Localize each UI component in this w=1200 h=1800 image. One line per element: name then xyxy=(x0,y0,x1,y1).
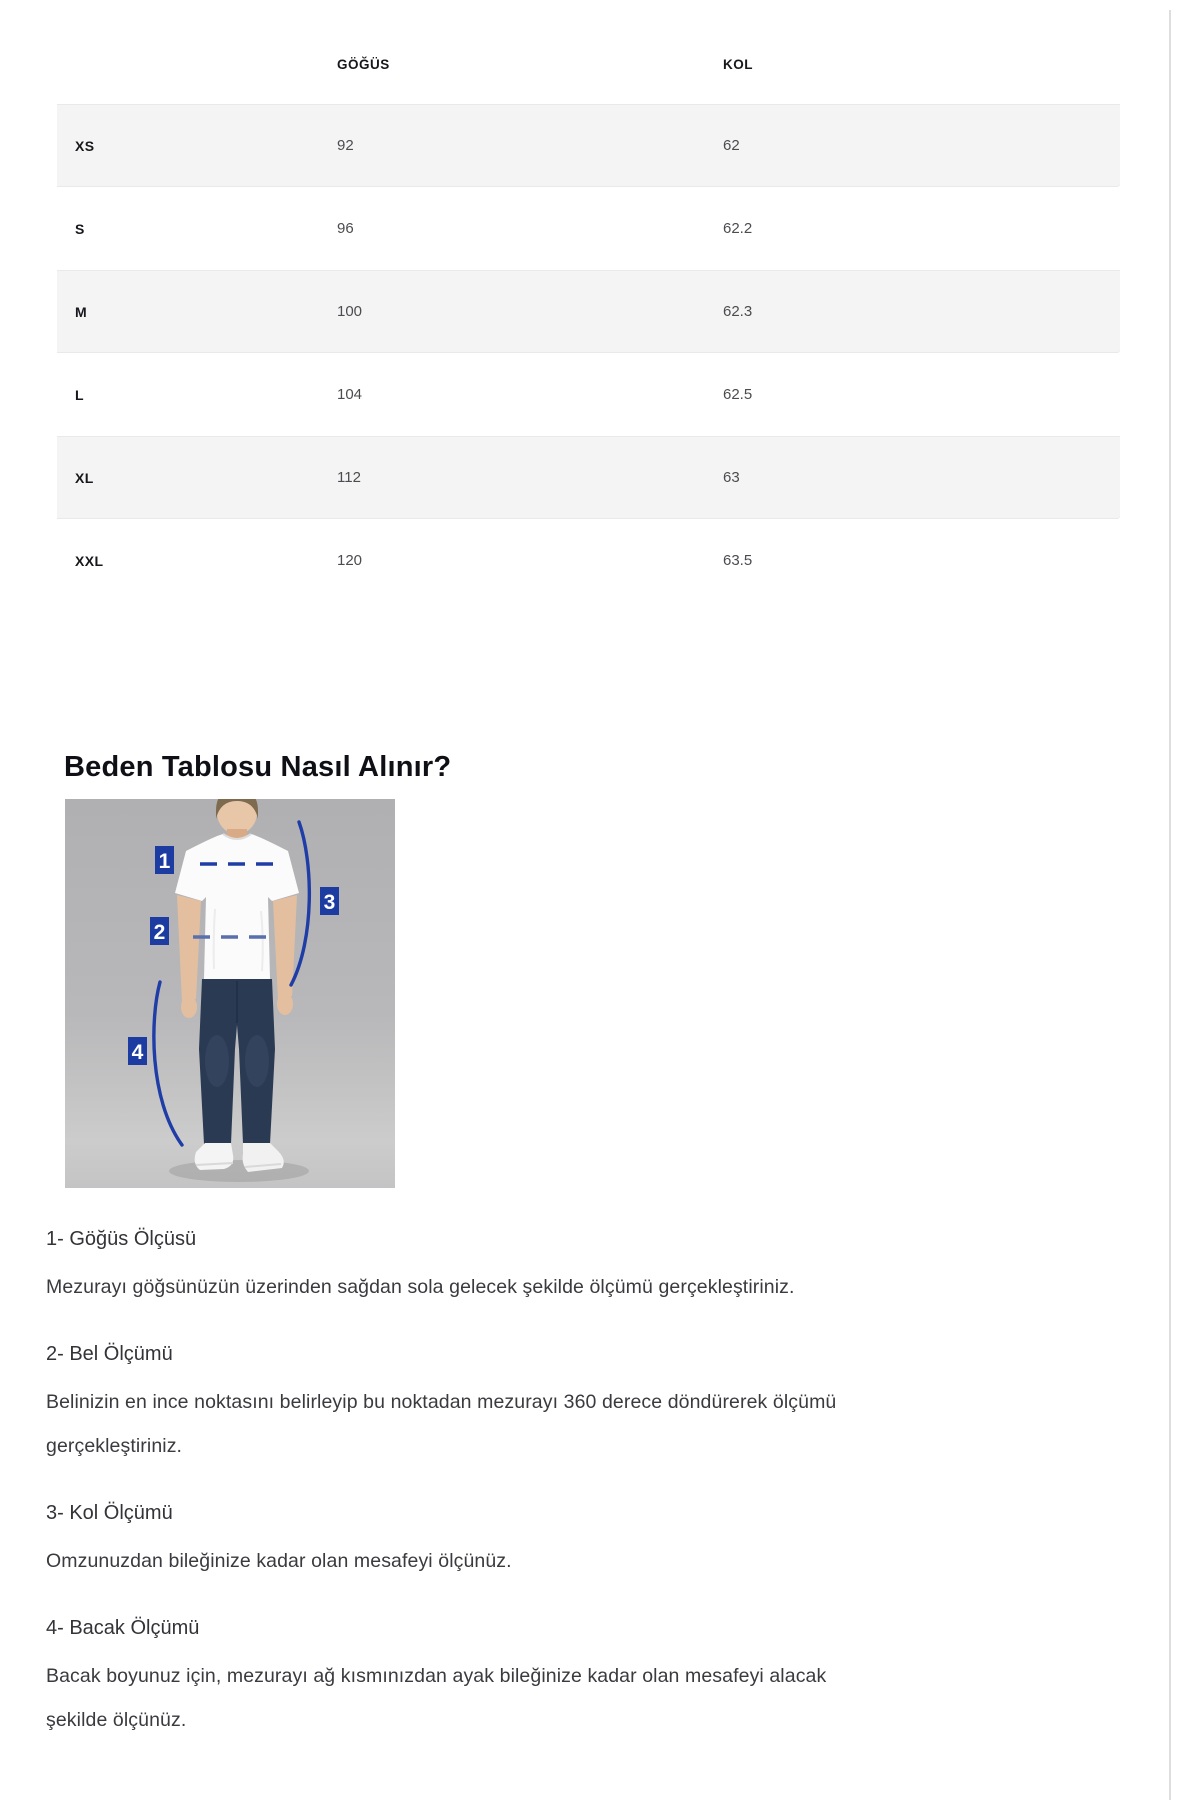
scrollbar[interactable] xyxy=(1169,10,1171,1800)
chest-value: 92 xyxy=(337,137,354,154)
size-label: L xyxy=(75,386,84,403)
chest-value: 120 xyxy=(337,552,363,569)
header-chest-cell: GÖĞÜS xyxy=(337,56,390,72)
marker-3-label: 3 xyxy=(323,891,336,914)
arm-value: 62.5 xyxy=(723,386,753,403)
table-row xyxy=(57,353,1120,436)
size-guide-figure xyxy=(65,799,395,1188)
size-label: S xyxy=(75,220,85,237)
table-row xyxy=(57,270,1120,353)
page-title: Beden Tablosu Nasıl Alınır? xyxy=(64,751,452,784)
section-body-line: Omzunuzdan bileğinize kadar olan mesafeyi ölçünüz. xyxy=(46,1550,512,1572)
size-label: M xyxy=(75,303,88,320)
measurement-section xyxy=(46,1341,1058,1468)
size-table-header xyxy=(57,24,1120,104)
chest-value: 104 xyxy=(337,386,363,403)
table-row xyxy=(57,436,1120,519)
marker-1-label: 1 xyxy=(158,850,171,873)
measurement-instructions xyxy=(46,1226,1058,1774)
arm-value: 62.3 xyxy=(723,303,753,320)
arm-value: 62 xyxy=(723,137,740,154)
section-body-line: şekilde ölçünüz. xyxy=(46,1709,187,1731)
size-table xyxy=(57,24,1120,602)
marker-2-label: 2 xyxy=(153,921,166,944)
table-row xyxy=(57,104,1120,187)
section-body-line: gerçekleştiriniz. xyxy=(46,1435,183,1457)
size-label: XL xyxy=(75,469,94,486)
header-arm-cell: KOL xyxy=(723,56,753,72)
chest-value: 100 xyxy=(337,303,363,320)
size-label: XXL xyxy=(75,552,104,569)
size-label: XS xyxy=(75,137,95,154)
table-row xyxy=(57,187,1120,270)
section-title: 2- Bel Ölçümü xyxy=(46,1343,173,1365)
section-body-line: Mezurayı göğsünüzün üzerinden sağdan sola gelecek şekilde ölçümü gerçekleştiriniz. xyxy=(46,1276,795,1298)
arm-value: 63 xyxy=(723,469,740,486)
section-title: 3- Kol Ölçümü xyxy=(46,1502,173,1524)
measurement-section xyxy=(46,1615,1058,1742)
arm-value: 62.2 xyxy=(723,220,753,237)
table-row xyxy=(57,519,1120,602)
measurement-section xyxy=(46,1500,1058,1583)
section-title: 4- Bacak Ölçümü xyxy=(46,1617,200,1639)
measurement-section xyxy=(46,1226,1058,1309)
arm-value: 63.5 xyxy=(723,552,753,569)
chest-value: 96 xyxy=(337,220,354,237)
chest-value: 112 xyxy=(337,469,361,486)
measurement-model-image xyxy=(65,799,395,1188)
floor-shadow xyxy=(169,1160,309,1182)
section-title: 1- Göğüs Ölçüsü xyxy=(46,1228,197,1250)
section-body-line: Belinizin en ince noktasını belirleyip bu noktadan mezurayı 360 derece döndürerek ölçümü xyxy=(46,1391,837,1413)
section-body-line: Bacak boyunuz için, mezurayı ağ kısmınızdan ayak bileğinize kadar olan mesafeyi alacak xyxy=(46,1665,827,1687)
marker-4-label: 4 xyxy=(131,1041,144,1064)
